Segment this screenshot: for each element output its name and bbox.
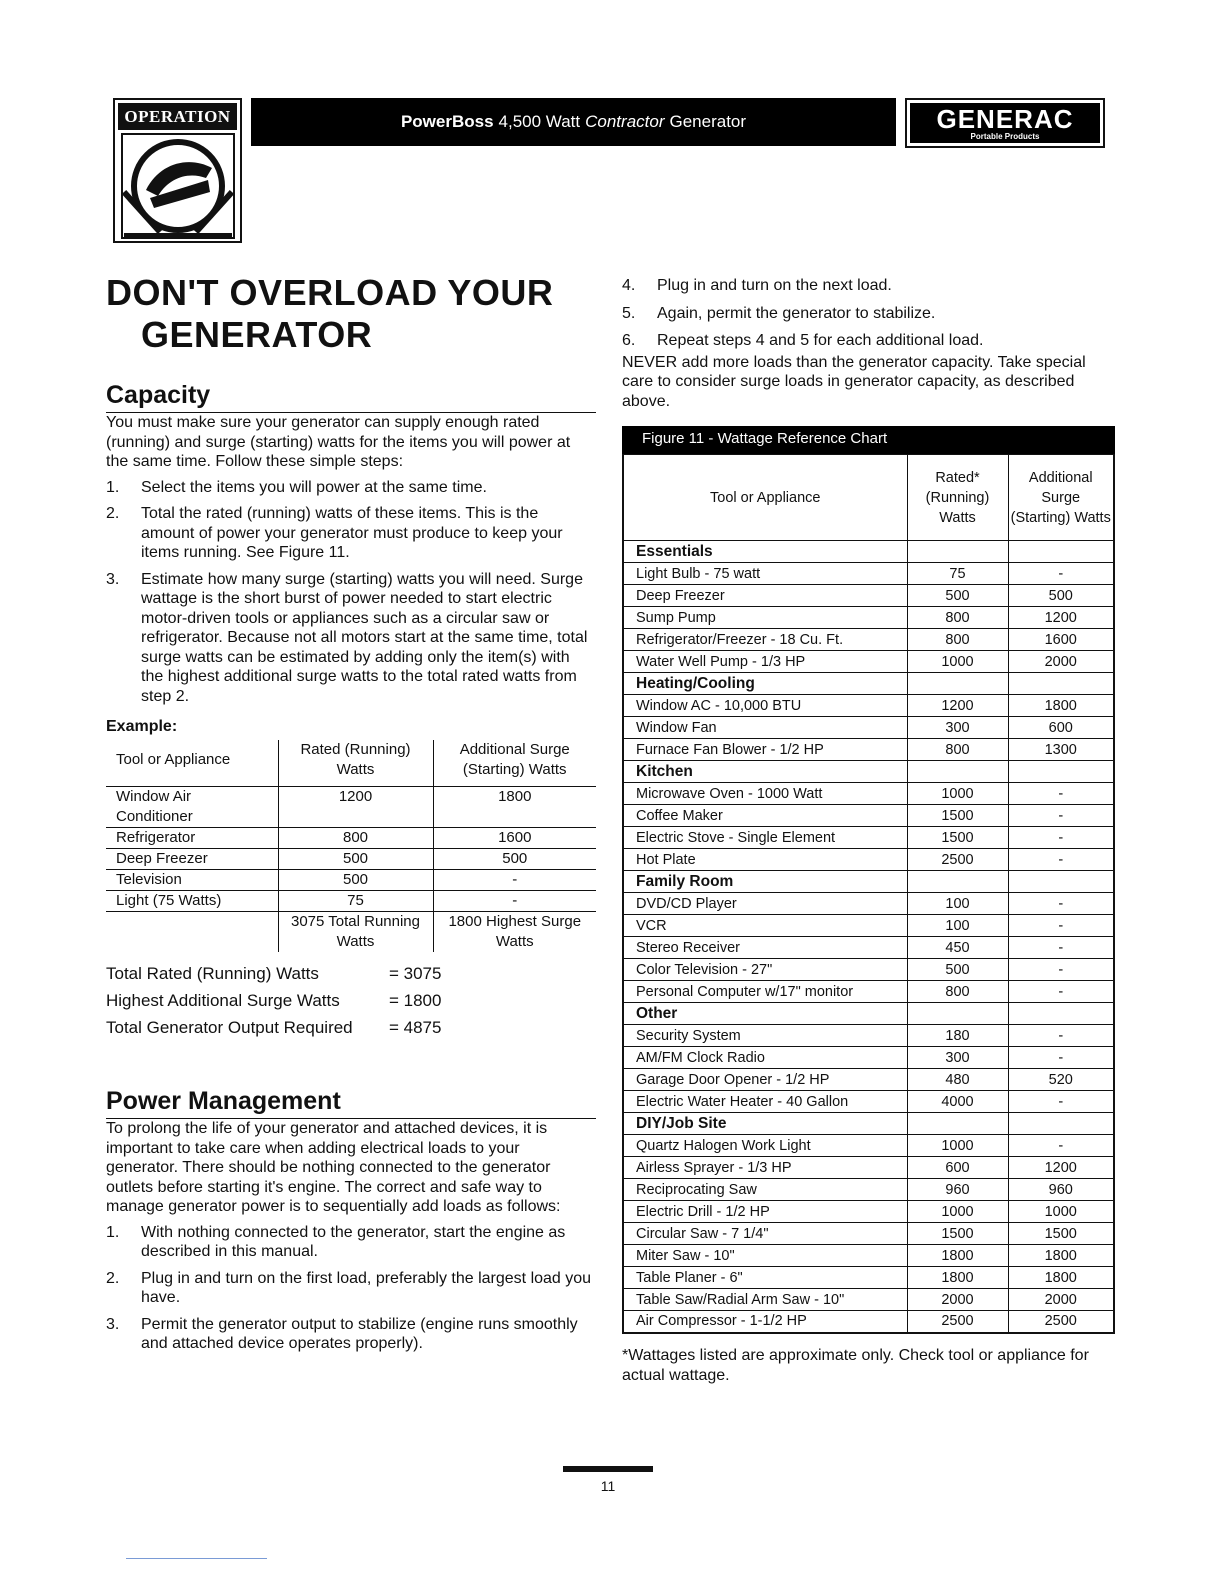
appliance-name: Furnace Fan Blower - 1/2 HP xyxy=(623,739,907,761)
power-management-steps xyxy=(106,1223,596,1354)
table-row xyxy=(623,717,1114,739)
column-header: Additional Surge (Starting) Watts xyxy=(459,741,570,778)
capacity-section xyxy=(106,381,596,1041)
appliance-name: Electric Drill - 1/2 HP xyxy=(623,1201,907,1223)
page-number: 11 xyxy=(600,1478,616,1494)
table-row xyxy=(623,1311,1114,1333)
list-item: 2. Total the rated (running) watts of these items. This is the amount of power your generator must produce to keep your items running. See Figure 11. xyxy=(106,505,563,561)
wattage-reference-chart xyxy=(622,426,1115,1334)
surge-watts: 1200 xyxy=(1008,607,1114,629)
rated-watts: 450 xyxy=(907,937,1008,959)
rated-watts: 300 xyxy=(907,717,1008,739)
rated-watts: 1000 xyxy=(907,783,1008,805)
rated-watts: 1000 xyxy=(907,651,1008,673)
power-management-steps-continued xyxy=(622,276,1102,351)
appliance-name: Water Well Pump - 1/3 HP xyxy=(623,651,907,673)
appliance-name: Table Planer - 6" xyxy=(623,1267,907,1289)
rated-watts: 600 xyxy=(907,1157,1008,1179)
total-running: 3075 Total Running Watts xyxy=(278,912,433,953)
table-row xyxy=(623,1157,1114,1179)
total-line: Total Rated (Running) Watts = 3075 xyxy=(106,964,442,983)
appliance-name: VCR xyxy=(623,915,907,937)
surge-watts: 1300 xyxy=(1008,739,1114,761)
column-header: Rated* (Running) Watts xyxy=(907,455,1008,541)
rated-watts: 100 xyxy=(907,893,1008,915)
surge-watts: 1000 xyxy=(1008,1201,1114,1223)
table-row xyxy=(623,1047,1114,1069)
generac-logo xyxy=(905,98,1105,148)
surge-watts: - xyxy=(1008,1091,1114,1113)
appliance-name: Garage Door Opener - 1/2 HP xyxy=(623,1069,907,1091)
operation-label: OPERATION xyxy=(118,103,237,130)
title-wattage: 4,500 Watt xyxy=(498,112,581,131)
table-row xyxy=(623,1201,1114,1223)
page-title-line1: DON'T OVERLOAD YOUR xyxy=(106,272,554,313)
table-row xyxy=(623,1025,1114,1047)
table-section-row xyxy=(623,761,1114,783)
table-row xyxy=(623,1179,1114,1201)
surge-watts: - xyxy=(1008,783,1114,805)
wattage-footnote: *Wattages listed are approximate only. Check tool or appliance for actual wattage. xyxy=(622,1347,1089,1384)
overload-warning: NEVER add more loads than the generator capacity. Take special care to consider surge loads in generator capacity, as described above. xyxy=(622,353,1086,410)
capacity-steps xyxy=(106,478,596,707)
rated-watts: 300 xyxy=(907,1047,1008,1069)
table-row: Deep Freezer 500 500 xyxy=(106,849,596,870)
surge-watts: 1800 xyxy=(1008,1267,1114,1289)
total-line: Highest Additional Surge Watts = 1800 xyxy=(106,991,442,1010)
appliance-name: Table Saw/Radial Arm Saw - 10" xyxy=(623,1289,907,1311)
brand-subtitle: Portable Products xyxy=(970,131,1040,141)
rated-watts: 500 xyxy=(907,585,1008,607)
rated-watts: 1500 xyxy=(907,1223,1008,1245)
rated-watts: 800 xyxy=(907,629,1008,651)
surge-watts: - xyxy=(1008,981,1114,1003)
example-heading: Example: xyxy=(106,718,178,735)
table-section-row xyxy=(623,673,1114,695)
surge-watts: 1800 xyxy=(1008,1245,1114,1267)
list-item: 1. With nothing connected to the generator, start the engine as described in this manual. xyxy=(106,1223,566,1260)
rated-watts: 100 xyxy=(907,915,1008,937)
table-row xyxy=(623,1245,1114,1267)
table-row xyxy=(623,1091,1114,1113)
rated-watts: 4000 xyxy=(907,1091,1008,1113)
table-row xyxy=(623,1267,1114,1289)
power-management-continued xyxy=(622,276,1102,411)
brand-name: GENERAC xyxy=(936,103,1074,134)
table-row: Window Air Conditioner 1200 1800 xyxy=(106,787,596,828)
totals-summary xyxy=(106,960,596,1041)
appliance-name: Refrigerator/Freezer - 18 Cu. Ft. xyxy=(623,629,907,651)
table-row xyxy=(623,563,1114,585)
surge-watts: 1600 xyxy=(1008,629,1114,651)
rated-watts: 800 xyxy=(907,607,1008,629)
appliance-name: Window Fan xyxy=(623,717,907,739)
list-item: 4. Plug in and turn on the next load. xyxy=(622,277,892,294)
table-row xyxy=(623,849,1114,871)
table-row xyxy=(623,937,1114,959)
power-management-intro: To prolong the life of your generator and attached devices, it is important to take care when adding electrical loads to your generator. There should be nothing connected to the generator outlets before starting it's engine. The correct and safe way to manage generator power is to sequentially add loads as follows: xyxy=(106,1120,561,1215)
table-section-row xyxy=(623,1003,1114,1025)
table-row xyxy=(623,783,1114,805)
operation-badge xyxy=(113,98,242,243)
surge-watts: 500 xyxy=(1008,585,1114,607)
appliance-name: AM/FM Clock Radio xyxy=(623,1047,907,1069)
rated-watts: 2500 xyxy=(907,1311,1008,1333)
rated-watts: 75 xyxy=(907,563,1008,585)
chart-caption: Figure 11 - Wattage Reference Chart xyxy=(622,426,1115,454)
surge-watts: 600 xyxy=(1008,717,1114,739)
list-item: 3. Permit the generator output to stabilize (engine runs smoothly and attached device operates properly). xyxy=(106,1315,578,1352)
rated-watts: 1200 xyxy=(907,695,1008,717)
table-row xyxy=(623,629,1114,651)
table-row xyxy=(623,1289,1114,1311)
rated-watts: 2500 xyxy=(907,849,1008,871)
surge-watts: - xyxy=(1008,849,1114,871)
surge-watts: - xyxy=(1008,563,1114,585)
table-row xyxy=(623,585,1114,607)
table-row xyxy=(623,893,1114,915)
capacity-intro: You must make sure your generator can supply enough rated (running) and surge (starting) watts for the items you will power at the same time. Follow these simple steps: xyxy=(106,414,571,470)
document-title-bar xyxy=(251,98,896,146)
rated-watts: 1500 xyxy=(907,827,1008,849)
title-product: Generator xyxy=(669,112,747,131)
appliance-name: Deep Freezer xyxy=(623,585,907,607)
column-header: Additional Surge (Starting) Watts xyxy=(1008,455,1114,541)
appliance-name: Sump Pump xyxy=(623,607,907,629)
table-row xyxy=(623,607,1114,629)
surge-watts: 2500 xyxy=(1008,1311,1114,1333)
section-name: Essentials xyxy=(623,541,907,563)
power-management-heading: Power Management xyxy=(106,1087,596,1119)
table-row xyxy=(623,1223,1114,1245)
appliance-name: Light Bulb - 75 watt xyxy=(623,563,907,585)
surge-watts: 1500 xyxy=(1008,1223,1114,1245)
appliance-name: Air Compressor - 1-1/2 HP xyxy=(623,1311,907,1333)
surge-watts: - xyxy=(1008,827,1114,849)
appliance-name: Reciprocating Saw xyxy=(623,1179,907,1201)
appliance-name: Airless Sprayer - 1/3 HP xyxy=(623,1157,907,1179)
appliance-name: Microwave Oven - 1000 Watt xyxy=(623,783,907,805)
rated-watts: 480 xyxy=(907,1069,1008,1091)
rated-watts: 180 xyxy=(907,1025,1008,1047)
table-row xyxy=(623,981,1114,1003)
rated-watts: 800 xyxy=(907,739,1008,761)
table-row xyxy=(623,1069,1114,1091)
surge-watts: - xyxy=(1008,1025,1114,1047)
table-row xyxy=(623,827,1114,849)
table-header-row xyxy=(106,740,596,787)
rated-watts: 1800 xyxy=(907,1245,1008,1267)
table-row xyxy=(623,915,1114,937)
list-item: 5. Again, permit the generator to stabilize. xyxy=(622,304,936,322)
table-section-row xyxy=(623,1113,1114,1135)
power-management-section xyxy=(106,1087,596,1361)
list-item: 2. Plug in and turn on the first load, preferably the largest load you have. xyxy=(106,1269,592,1306)
page-title-line2: GENERATOR xyxy=(141,314,373,355)
table-section-row xyxy=(623,871,1114,893)
appliance-name: Electric Stove - Single Element xyxy=(623,827,907,849)
rated-watts: 800 xyxy=(907,981,1008,1003)
column-header: Rated (Running) Watts xyxy=(278,740,433,787)
surge-watts: 1800 xyxy=(1008,695,1114,717)
surge-watts: - xyxy=(1008,915,1114,937)
rated-watts: 1500 xyxy=(907,805,1008,827)
appliance-name: Window AC - 10,000 BTU xyxy=(623,695,907,717)
rated-watts: 1000 xyxy=(907,1135,1008,1157)
appliance-name: Quartz Halogen Work Light xyxy=(623,1135,907,1157)
appliance-name: Security System xyxy=(623,1025,907,1047)
appliance-name: Hot Plate xyxy=(623,849,907,871)
appliance-name: Stereo Receiver xyxy=(623,937,907,959)
total-surge: 1800 Highest Surge Watts xyxy=(433,912,596,953)
table-header-row xyxy=(623,455,1114,541)
table-row xyxy=(623,651,1114,673)
wattage-table-body xyxy=(623,541,1114,1333)
total-line: Total Generator Output Required = 4875 xyxy=(106,1018,442,1037)
rated-watts: 960 xyxy=(907,1179,1008,1201)
section-name: Kitchen xyxy=(623,761,907,783)
example-table xyxy=(106,740,596,952)
column-header: Tool or Appliance xyxy=(116,751,231,768)
bottom-divider xyxy=(126,1558,267,1559)
list-item: 1. Select the items you will power at the same time. xyxy=(106,478,487,496)
appliance-name: Electric Water Heater - 40 Gallon xyxy=(623,1091,907,1113)
section-name: Family Room xyxy=(623,871,907,893)
appliance-name: Circular Saw - 7 1/4" xyxy=(623,1223,907,1245)
table-row xyxy=(623,805,1114,827)
surge-watts: 520 xyxy=(1008,1069,1114,1091)
rated-watts: 2000 xyxy=(907,1289,1008,1311)
table-row: Television 500 - xyxy=(106,870,596,891)
rated-watts: 500 xyxy=(907,959,1008,981)
table-row xyxy=(623,959,1114,981)
surge-watts: - xyxy=(1008,937,1114,959)
appliance-name: DVD/CD Player xyxy=(623,893,907,915)
column-header: Tool or Appliance xyxy=(623,455,907,541)
surge-watts: 960 xyxy=(1008,1179,1114,1201)
surge-watts: - xyxy=(1008,1047,1114,1069)
table-total-row xyxy=(106,912,596,953)
table-row xyxy=(623,695,1114,717)
rated-watts: 1800 xyxy=(907,1267,1008,1289)
section-name: Heating/Cooling xyxy=(623,673,907,695)
wattage-table xyxy=(622,454,1115,1334)
table-row: Refrigerator 800 1600 xyxy=(106,828,596,849)
title-model: PowerBoss xyxy=(400,112,494,131)
title-series: Contractor xyxy=(585,112,665,131)
surge-watts: 2000 xyxy=(1008,1289,1114,1311)
page-title xyxy=(106,272,596,356)
surge-watts: - xyxy=(1008,805,1114,827)
surge-watts: - xyxy=(1008,893,1114,915)
page-number-bar xyxy=(563,1466,653,1472)
table-row: Light (75 Watts) 75 - xyxy=(106,891,596,912)
appliance-name: Personal Computer w/17" monitor xyxy=(623,981,907,1003)
surge-watts: - xyxy=(1008,1135,1114,1157)
appliance-name: Coffee Maker xyxy=(623,805,907,827)
surge-watts: 2000 xyxy=(1008,651,1114,673)
appliance-name: Miter Saw - 10" xyxy=(623,1245,907,1267)
rated-watts: 1000 xyxy=(907,1201,1008,1223)
appliance-name: Color Television - 27" xyxy=(623,959,907,981)
table-row xyxy=(623,1135,1114,1157)
list-item: 3. Estimate how many surge (starting) watts you will need. Surge wattage is the short burst of power needed to start electric motor-driven tools or appliances such as a circular saw or refrigerator. Because not all motors start at the same time, total surge watts can be estimated by adding only the item(s) with the highest additional surge watts to the total rated watts from step 2. xyxy=(106,570,588,705)
section-name: DIY/Job Site xyxy=(623,1113,907,1135)
surge-watts: 1200 xyxy=(1008,1157,1114,1179)
table-row xyxy=(623,739,1114,761)
table-section-row xyxy=(623,541,1114,563)
operation-icon xyxy=(120,132,236,240)
list-item: 6. Repeat steps 4 and 5 for each additional load. xyxy=(622,332,984,349)
section-name: Other xyxy=(623,1003,907,1025)
capacity-heading: Capacity xyxy=(106,381,596,413)
surge-watts: - xyxy=(1008,959,1114,981)
